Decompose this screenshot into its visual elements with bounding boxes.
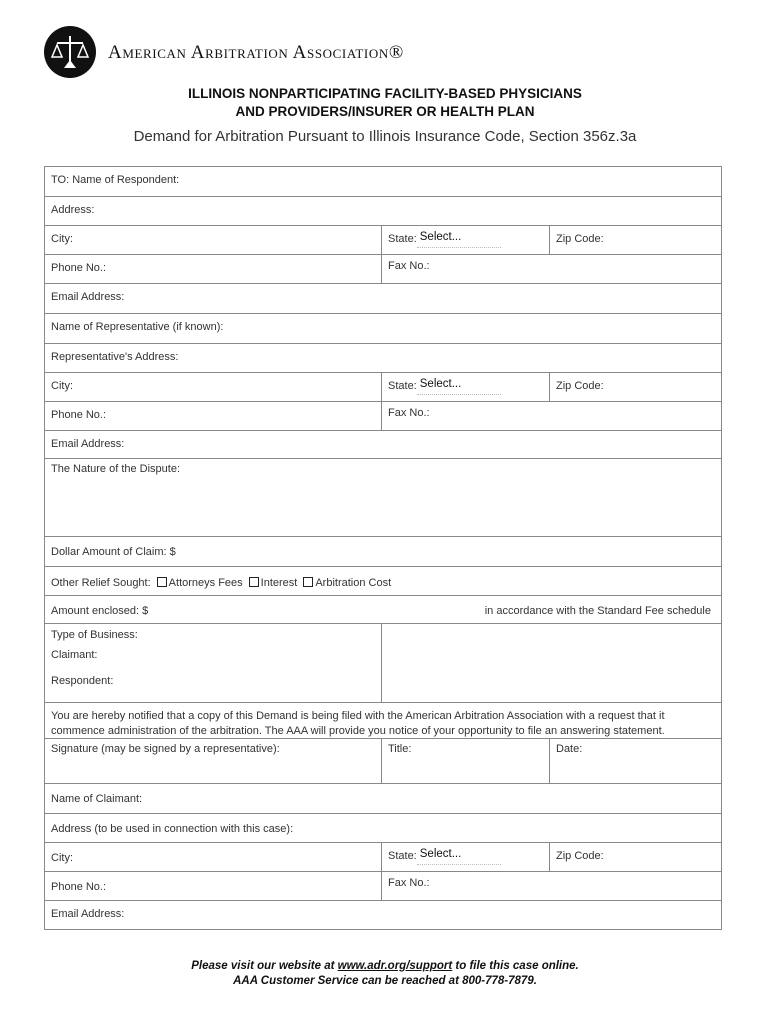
interest-checkbox[interactable] [249, 577, 259, 587]
respondent-state-label: State: [388, 233, 417, 245]
representative-fax-field[interactable] [381, 402, 721, 430]
representative-city-label: City: [51, 380, 73, 392]
representative-phone-row [45, 402, 721, 431]
claimant-phone-label: Phone No.: [51, 881, 107, 893]
business-type-field[interactable] [45, 624, 381, 702]
attorneys-fees-label: Attorneys Fees [168, 577, 243, 589]
respondent-city-field[interactable] [45, 226, 381, 254]
amount-enclosed-label: Amount enclosed: $ [51, 605, 149, 617]
arbitration-cost-checkbox[interactable] [303, 577, 313, 587]
dispute-nature-row[interactable] [45, 459, 721, 537]
footer-website-pre: Please visit our website at [191, 960, 338, 972]
representative-zip-label: Zip Code: [556, 380, 604, 392]
claimant-state-label: State: [388, 850, 417, 862]
business-type-label: Type of Business: [51, 629, 138, 641]
representative-phone-field[interactable] [45, 402, 381, 430]
respondent-zip-field[interactable] [549, 226, 721, 254]
claimant-city-label: City: [51, 852, 73, 864]
claimant-name-row[interactable] [45, 784, 721, 814]
respondent-address-row[interactable] [45, 197, 721, 226]
claimant-name-label: Name of Claimant: [51, 793, 143, 805]
representative-address-label: Representative's Address: [51, 351, 179, 363]
attorneys-fees-checkbox[interactable] [157, 577, 167, 587]
claim-amount-label: Dollar Amount of Claim: $ [51, 546, 176, 558]
business-type-row [45, 624, 721, 703]
relief-row [45, 567, 721, 596]
footer-phone-line: AAA Customer Service can be reached at 800-778-7879. [233, 975, 537, 987]
signature-row [45, 739, 721, 784]
org-name: American Arbitration Association® [108, 42, 404, 63]
notice-text: You are hereby notified that a copy of this Demand is being filed with the American Arbitration Association with a request that it commence administration of the arbitration. The AAA will provide you notice of your opportunity to file an answering statement. [51, 710, 665, 737]
respondent-name-row[interactable] [45, 167, 721, 197]
representative-state-field[interactable] [381, 373, 549, 401]
respondent-phone-row [45, 255, 721, 284]
claimant-zip-label: Zip Code: [556, 850, 604, 862]
claimant-address-label: Address (to be used in connection with this case): [51, 823, 294, 835]
representative-phone-label: Phone No.: [51, 409, 107, 421]
respondent-business-label: Respondent: [51, 675, 114, 687]
representative-fax-label: Fax No.: [388, 407, 430, 419]
dispute-nature-label: The Nature of the Dispute: [51, 463, 181, 475]
representative-city-field[interactable] [45, 373, 381, 401]
respondent-fax-label: Fax No.: [388, 260, 430, 272]
claimant-fax-label: Fax No.: [388, 877, 430, 889]
representative-state-label: State: [388, 380, 417, 392]
claimant-address-row[interactable] [45, 814, 721, 843]
claimant-business-label: Claimant: [51, 649, 98, 661]
form-title-line1: ILLINOIS NONPARTICIPATING FACILITY-BASED PHYSICIANS [188, 86, 582, 101]
respondent-state-select[interactable]: Select... [419, 231, 462, 243]
respondent-city-row [45, 226, 721, 255]
respondent-phone-label: Phone No.: [51, 262, 107, 274]
notice-row [45, 703, 721, 739]
claimant-phone-row [45, 872, 721, 901]
claimant-city-field[interactable] [45, 843, 381, 871]
representative-address-row[interactable] [45, 344, 721, 373]
title-label: Title: [388, 743, 412, 755]
claimant-state-select[interactable]: Select... [419, 848, 462, 860]
amount-enclosed-row[interactable] [45, 596, 721, 624]
business-type-entry[interactable] [381, 624, 721, 702]
representative-name-label: Name of Representative (if known): [51, 321, 224, 333]
signature-label: Signature (may be signed by a representative): [51, 743, 280, 755]
claimant-phone-field[interactable] [45, 872, 381, 900]
representative-email-label: Email Address: [51, 438, 125, 450]
respondent-email-row[interactable] [45, 284, 721, 314]
title-field[interactable] [381, 739, 549, 783]
footer-website-post: to file this case online. [452, 960, 579, 972]
representative-state-select[interactable]: Select... [419, 378, 462, 390]
demand-form [44, 166, 722, 930]
respondent-state-field[interactable] [381, 226, 549, 254]
respondent-name-label: TO: Name of Respondent: [51, 174, 180, 186]
representative-zip-field[interactable] [549, 373, 721, 401]
signature-field[interactable] [45, 739, 381, 783]
representative-name-row[interactable] [45, 314, 721, 344]
respondent-phone-field[interactable] [45, 255, 381, 283]
aaa-logo [44, 26, 96, 78]
support-link[interactable]: www.adr.org/support [337, 960, 453, 972]
claimant-zip-field[interactable] [549, 843, 721, 871]
form-title-line2: AND PROVIDERS/INSURER OR HEALTH PLAN [235, 104, 535, 119]
claimant-city-row [45, 843, 721, 872]
arbitration-cost-label: Arbitration Cost [315, 577, 392, 589]
respondent-zip-label: Zip Code: [556, 233, 604, 245]
date-field[interactable] [549, 739, 721, 783]
claimant-state-field[interactable] [381, 843, 549, 871]
respondent-fax-field[interactable] [381, 255, 721, 283]
representative-city-row [45, 373, 721, 402]
respondent-address-label: Address: [51, 204, 95, 216]
respondent-city-label: City: [51, 233, 73, 245]
form-subtitle: Demand for Arbitration Pursuant to Illinois Insurance Code, Section 356z.3a [133, 128, 637, 145]
footer-website-line [0, 960, 770, 972]
claimant-email-row[interactable] [45, 901, 721, 930]
date-label: Date: [556, 743, 583, 755]
representative-email-row[interactable] [45, 431, 721, 459]
fee-schedule-note: in accordance with the Standard Fee schedule [484, 605, 711, 617]
claim-amount-row[interactable] [45, 537, 721, 567]
relief-label: Other Relief Sought: [51, 577, 151, 589]
claimant-email-label: Email Address: [51, 908, 125, 920]
claimant-fax-field[interactable] [381, 872, 721, 900]
respondent-email-label: Email Address: [51, 291, 125, 303]
interest-label: Interest [260, 577, 298, 589]
